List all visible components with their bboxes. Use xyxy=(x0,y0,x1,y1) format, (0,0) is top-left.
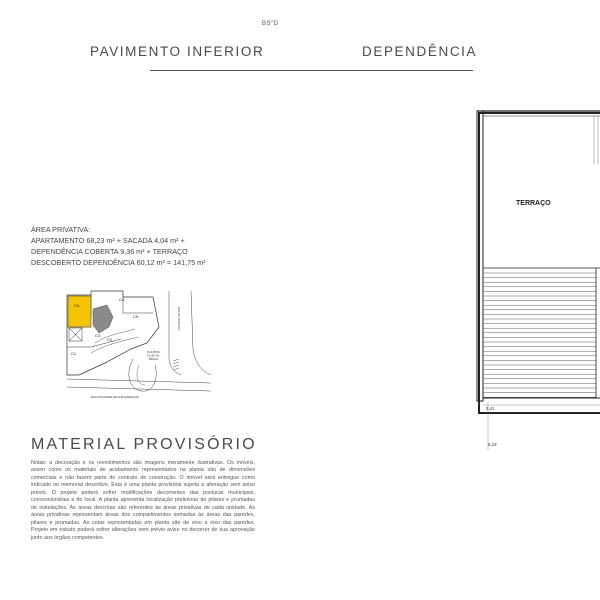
header-divider xyxy=(150,70,473,71)
unit-label-c6: C6 xyxy=(74,303,80,308)
area-line: APARTAMENTO 68,23 m² + SACADA 4,04 m² + xyxy=(31,236,185,245)
plaza-label: PÇA PROF. xyxy=(147,351,161,354)
plan-outer-wall xyxy=(479,113,600,413)
street-label-bottom: RUA VISCONDE DE ALBUQUERQUE xyxy=(91,395,139,399)
deck-boards xyxy=(483,273,596,397)
area-heading: ÁREA PRIVATIVA: xyxy=(31,225,91,234)
material-title: MATERIAL PROVISÓRIO xyxy=(31,436,257,453)
dependency-title: DEPENDÊNCIA xyxy=(362,44,478,59)
plaza-outline xyxy=(137,365,145,385)
plaza-label: ALCEU W. xyxy=(147,354,160,358)
unit-label-c3: C3 xyxy=(95,333,101,338)
plaza-label: BRAGA xyxy=(149,358,159,361)
unit-divider xyxy=(91,339,121,347)
private-area-block xyxy=(31,224,261,268)
unit-label-c5: C5 xyxy=(133,314,139,319)
floor-plan xyxy=(474,108,600,463)
building-core xyxy=(93,305,113,333)
unit-code: BS"D xyxy=(262,21,279,27)
street-edge xyxy=(169,291,181,375)
crosswalk xyxy=(173,359,179,370)
dimension-label: 3,41 xyxy=(486,406,495,411)
unit-label-c2: C2 xyxy=(107,337,113,342)
unit-label-c4: C4 xyxy=(119,297,125,302)
street-label-vertical: RUA DR. BARTOLO xyxy=(177,307,180,331)
street-edge xyxy=(191,291,211,375)
area-line: DESCOBERTO DEPENDÊNCIA 60,12 m² = 141,75 m² xyxy=(31,258,206,267)
site-key-map xyxy=(61,287,213,400)
dimension-label: 6,19 xyxy=(488,442,497,447)
material-notes: Notas: a decoração e os revestimentos são imagens meramente ilustrativas. Os móveis, assim como os materiais de acabamento representados na planta são de dimensões comerciais e não fazem parte do contrato de construção. O imóvel será entregue como indicado no memorial descritivo. Esta é uma planta provisória sujeita a alteração sem aviso prévio. O projeto poderá sofrer modificações decorrentes das posturas municipais, concessionárias e do local. A planta apresenta localização preliminar de pilares e prumadas de instalações. As áreas descritas são referentes às áreas privativas de cada unidade. As áreas privativas representam áreas dos compartimentos somadas às áreas das paredes, pilares e prumadas. As cotas representadas em planta são de eixo a eixo das paredes. Projeto em estudo poderá sofrer alterações sem prévio aviso no decorrer de sua aprovação junto aos órgãos competentes. xyxy=(31,460,255,541)
highlighted-unit xyxy=(68,296,91,327)
room-label-terraco: TERRAÇO xyxy=(516,200,551,207)
unit-label-c1: C1 xyxy=(71,351,77,356)
floor-title: PAVIMENTO INFERIOR xyxy=(90,44,265,59)
area-line: DEPENDÊNCIA COBERTA 9,36 m² + TERRAÇO xyxy=(31,247,188,256)
